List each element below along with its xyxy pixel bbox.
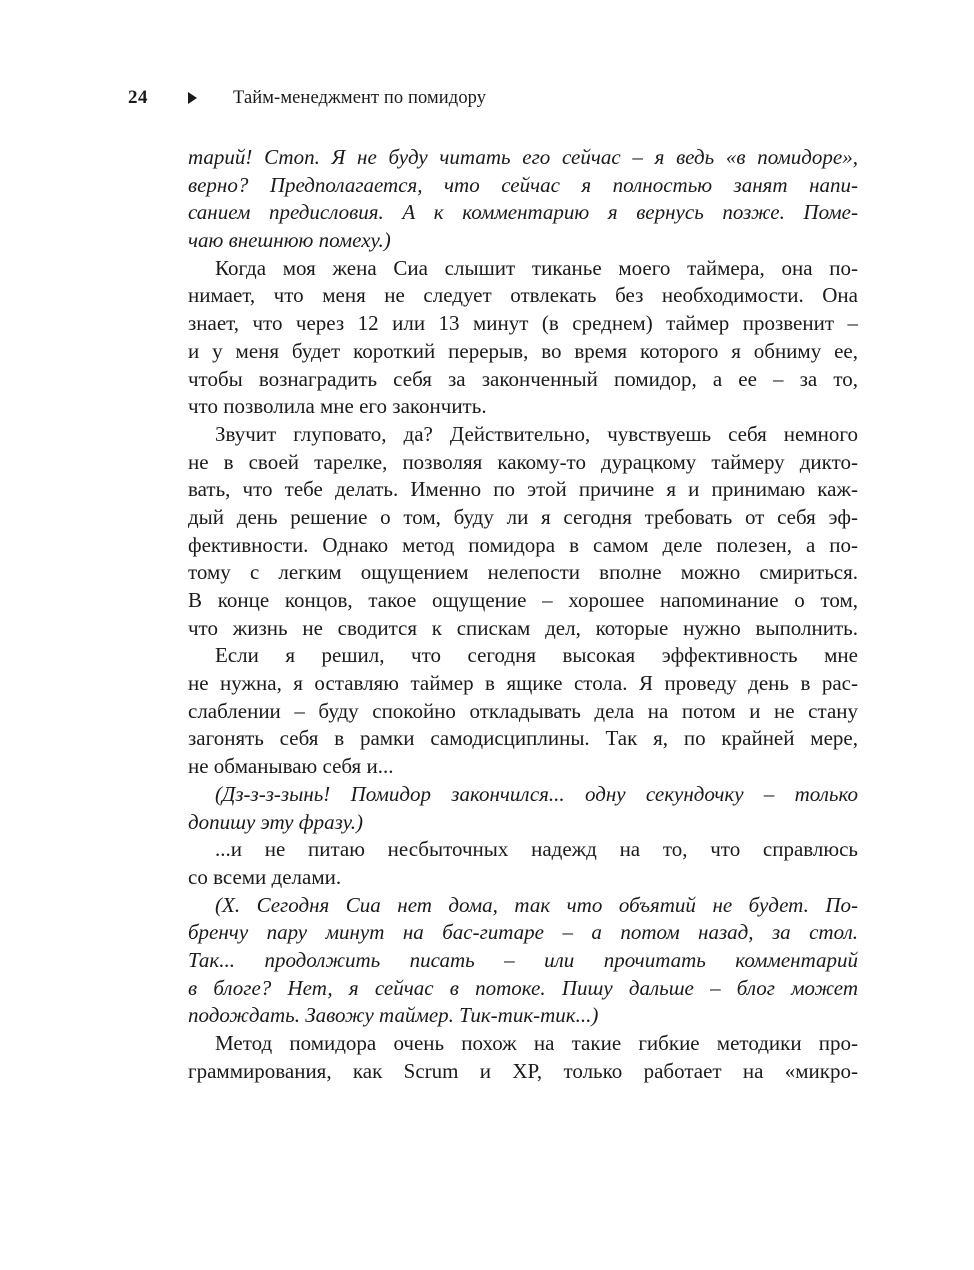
text-line: (Дз-з-з-зынь! Помидор закончился... одну секундочку – только (215, 781, 858, 806)
paragraph (188, 255, 858, 421)
text-line: допишу эту фразу.) (188, 809, 363, 834)
paragraph (188, 836, 858, 891)
paragraph (188, 421, 858, 643)
text-line: (Х. Сегодня Сиа нет дома, так что объятий не будет. По- (215, 892, 858, 917)
text-line: знает, что через 12 или 13 минут (в среднем) таймер прозвенит – (188, 311, 858, 336)
text-line: что позволила мне его закончить. (188, 394, 487, 419)
text-line: санием предисловия. А к комментарию я вернусь позже. Поме- (188, 200, 858, 225)
text-line: Если я решил, что сегодня высокая эффективность мне (215, 643, 858, 668)
text-line: ...и не питаю несбыточных надежд на то, что справлюсь (215, 837, 858, 862)
text-line: Так... продолжить писать – или прочитать комментарий (188, 947, 858, 972)
text-line: в блоге? Нет, я сейчас в потоке. Пишу дальше – блог может (188, 975, 858, 1000)
text-line: что жизнь не сводится к спискам дел, которые нужно выполнить. (188, 615, 858, 640)
text-line: бренчу пару минут на бас-гитаре – а потом назад, за стол. (188, 920, 858, 945)
text-line: со всеми делами. (188, 864, 342, 889)
text-line: дый день решение о том, буду ли я сегодня требовать от себя эф- (188, 504, 858, 529)
text-line: В конце концов, такое ощущение – хорошее напоминание о том, (188, 588, 858, 612)
text-line: граммирования, как Scrum и XP, только работает на «микро- (188, 1058, 858, 1083)
text-line: чаю внешнюю помеху.) (188, 228, 391, 253)
paragraph (188, 642, 858, 780)
body-text (188, 144, 858, 1085)
text-line: чтобы вознаградить себя за законченный помидор, а ее – за то, (188, 366, 858, 391)
text-line: тарий! Стоп. Я не буду читать его сейчас – я ведь «в помидоре», (188, 145, 858, 169)
text-line: вать, что тебе делать. Именно по этой причине я и принимаю каж- (188, 477, 858, 502)
text-line: фективности. Однако метод помидора в самом деле полезен, а по- (188, 532, 858, 557)
text-line: слаблении – буду спокойно откладывать дела на потом и не стану (188, 698, 858, 723)
text-line: нимает, что меня не следует отвлекать без необходимости. Она (188, 283, 858, 308)
text-line: верно? Предполагается, что сейчас я полностью занят напи- (188, 172, 858, 197)
page-number: 24 (128, 87, 148, 108)
chapter-title: Тайм-менеджмент по помидору (233, 87, 487, 108)
text-line: не в своей тарелке, позволяя какому-то дурацкому таймеру дикто- (188, 449, 858, 474)
text-line: тому с легким ощущением нелепости вполне можно смириться. (188, 560, 858, 585)
text-line: подождать. Завожу таймер. Тик-тик-тик...) (188, 1003, 599, 1028)
paragraph-italic-aside (188, 144, 858, 255)
right-triangle-icon (188, 92, 197, 104)
text-line: загонять себя в рамки самодисциплины. Так я, по крайней мере, (188, 726, 858, 751)
text-line: и у меня будет короткий перерыв, во время которого я обниму ее, (188, 338, 858, 363)
text-line: Когда моя жена Сиа слышит тиканье моего таймера, она по- (215, 255, 858, 280)
running-header (128, 84, 486, 112)
text-line: Звучит глуповато, да? Действительно, чувствуешь себя немного (215, 421, 858, 446)
text-line: Метод помидора очень похож на такие гибкие методики про- (215, 1031, 858, 1055)
text-line: не обманываю себя и... (188, 754, 394, 779)
text-line: не нужна, я оставляю таймер в ящике стола. Я проведу день в рас- (188, 671, 858, 696)
paragraph-italic-aside (188, 781, 858, 836)
paragraph (188, 1030, 858, 1085)
paragraph-italic-aside (188, 892, 858, 1030)
